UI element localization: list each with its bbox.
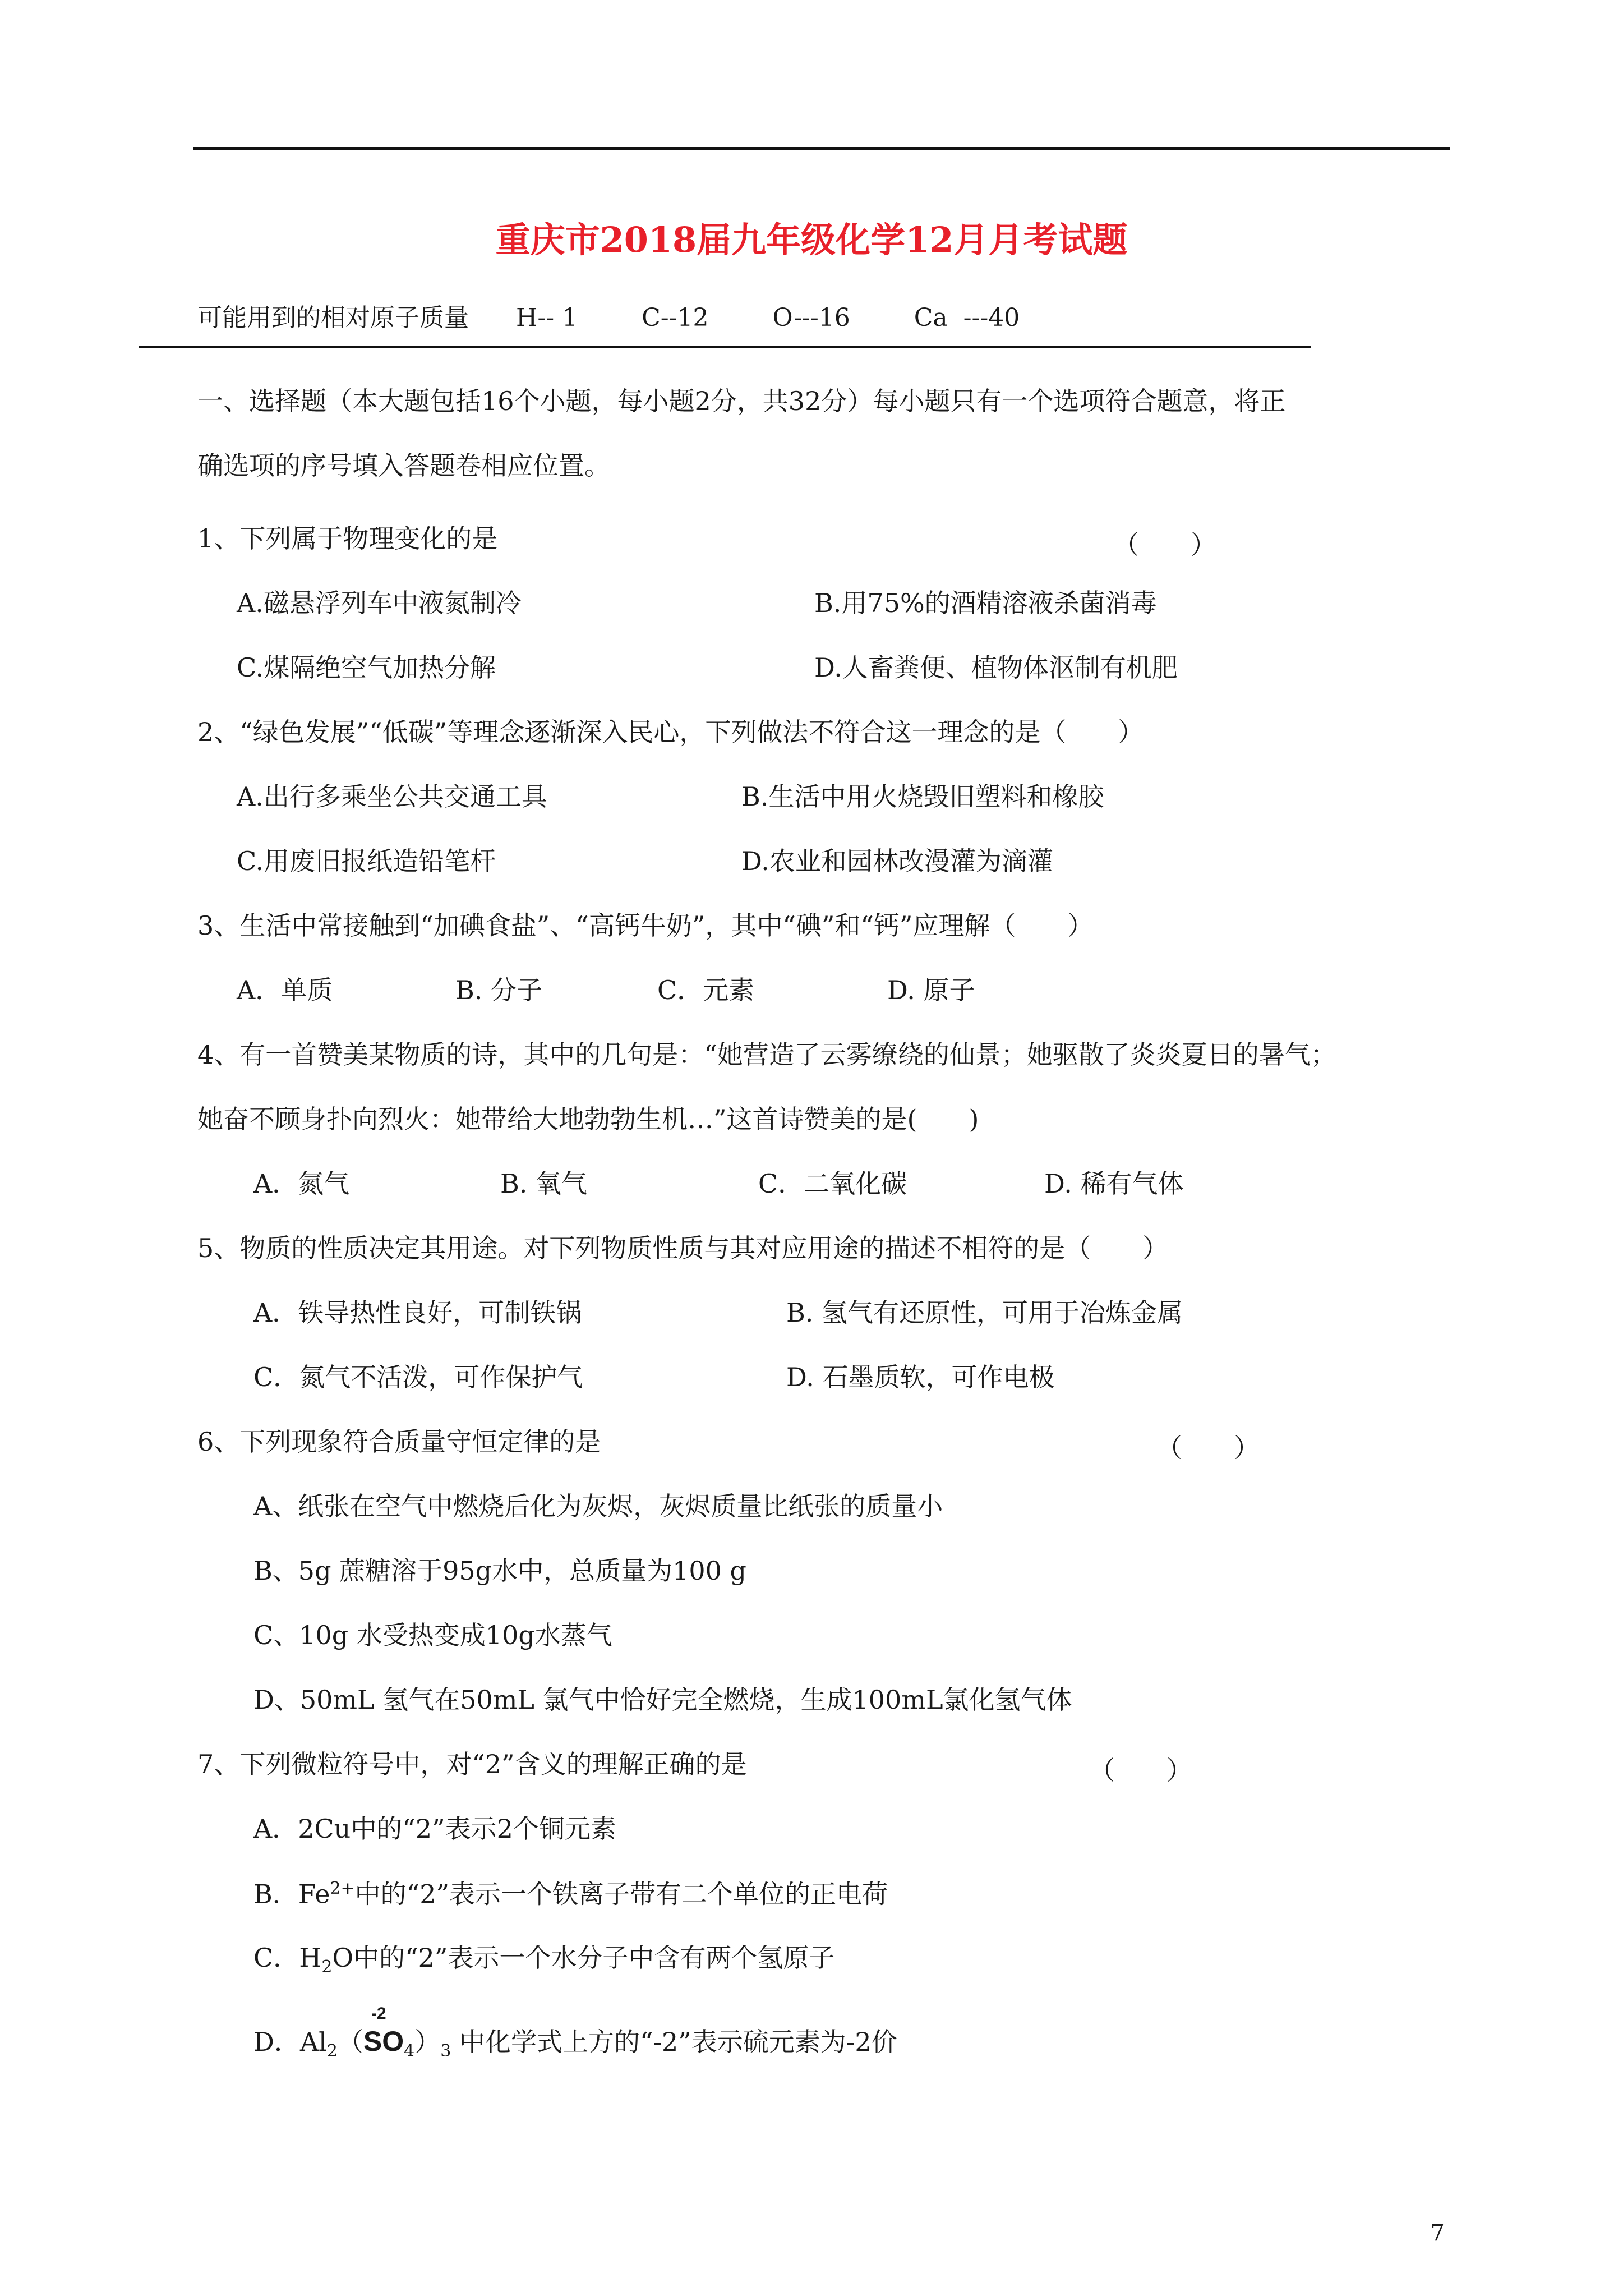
question-1-stem: 1、下列属于物理变化的是 bbox=[197, 523, 498, 554]
question-6-answer-paren: （ ） bbox=[1156, 1433, 1260, 1463]
option-c-text: O中的“2”表示一个水分子中含有两个氢原子 bbox=[332, 1943, 835, 1973]
question-5-option-a: A．铁导热性良好，可制铁锅 bbox=[253, 1297, 582, 1328]
question-7-option-c bbox=[253, 1944, 834, 1976]
question-4-option-a: A．氮气 bbox=[253, 1168, 350, 1199]
option-c-prefix: C．H bbox=[253, 1943, 322, 1973]
question-5-option-d: D. 石墨质软，可作电极 bbox=[786, 1362, 1055, 1392]
question-5-stem: 5、物质的性质决定其用途。对下列物质性质与其对应用途的描述不相符的是（ ） bbox=[197, 1233, 1169, 1263]
question-3-option-c: C．元素 bbox=[657, 975, 755, 1005]
sulfate-formula bbox=[363, 2004, 404, 2057]
question-4-stem-line1: 4、有一首赞美某物质的诗，其中的几句是：“她营造了云雾缭绕的仙景；她驱散了炎炎夏日的暑气； bbox=[197, 1039, 1336, 1070]
question-7-option-d bbox=[253, 2004, 897, 2062]
question-4-option-c: C．二氧化碳 bbox=[758, 1168, 907, 1199]
question-1-option-c: C.煤隔绝空气加热分解 bbox=[237, 652, 496, 683]
header-rule bbox=[193, 147, 1450, 150]
option-d-text: 中化学式上方的“-2”表示硫元素为-2价 bbox=[451, 2027, 897, 2057]
so-symbol: SO bbox=[363, 2026, 404, 2057]
question-7-stem: 7、下列微粒符号中，对“2”含义的理解正确的是 bbox=[197, 1749, 747, 1779]
section-instructions-line2: 确选项的序号填入答题卷相应位置。 bbox=[197, 450, 610, 481]
question-7-option-a: A．2Cu中的“2”表示2个铜元素 bbox=[253, 1814, 616, 1844]
question-4-stem-line2: 她奋不顾身扑向烈火：她带给大地勃勃生机…”这首诗赞美的是( ) bbox=[197, 1104, 979, 1134]
h2o-subscript: 2 bbox=[321, 1957, 333, 1977]
close-paren: ） bbox=[414, 2027, 441, 2057]
valence-mark: -2 bbox=[371, 2004, 386, 2023]
question-1-option-a: A.磁悬浮列车中液氮制冷 bbox=[237, 588, 522, 618]
question-6-option-c: C、10g 水受热变成10g水蒸气 bbox=[253, 1620, 612, 1650]
question-1-option-d: D.人畜粪便、植物体沤制有机肥 bbox=[814, 652, 1178, 683]
question-3-option-a: A．单质 bbox=[237, 975, 333, 1005]
question-2-option-b: B.生活中用火烧毁旧塑料和橡胶 bbox=[741, 781, 1104, 812]
question-6-option-d: D、50mL 氢气在50mL 氯气中恰好完全燃烧，生成100mL氯化氢气体 bbox=[253, 1685, 1072, 1715]
question-2-option-d: D.农业和园林改漫灌为滴灌 bbox=[741, 846, 1053, 876]
option-b-prefix: B．Fe bbox=[253, 1879, 330, 1910]
section-instructions-line1: 一、选择题（本大题包括16个小题，每小题2分，共32分）每小题只有一个选项符合题意，将正 bbox=[197, 386, 1286, 416]
sulfate-count-subscript: 3 bbox=[440, 2041, 451, 2062]
mass-o: O---16 bbox=[772, 303, 850, 332]
open-paren: （ bbox=[337, 2027, 363, 2057]
question-6-stem: 6、下列现象符合质量守恒定律的是 bbox=[197, 1427, 601, 1457]
option-d-prefix: D．Al bbox=[253, 2027, 327, 2057]
question-3-stem: 3、生活中常接触到“加碘食盐”、“高钙牛奶”，其中“碘”和“钙”应理解（ ） bbox=[197, 910, 1094, 941]
fe-ion-charge: 2+ bbox=[330, 1879, 355, 1898]
question-2-stem: 2、“绿色发展”“低碳”等理念逐渐深入民心，下列做法不符合这一理念的是（ ） bbox=[197, 717, 1144, 747]
question-6-option-b: B、5g 蔗糖溶于95g水中，总质量为100 g bbox=[253, 1556, 746, 1586]
question-2-option-a: A.出行多乘坐公共交通工具 bbox=[237, 781, 547, 812]
page-number: 7 bbox=[1430, 2220, 1445, 2246]
question-3-option-b: B. 分子 bbox=[455, 975, 543, 1005]
question-7-option-b bbox=[253, 1879, 888, 1908]
question-7-answer-paren: （ ） bbox=[1089, 1755, 1192, 1786]
atomic-masses-line bbox=[197, 297, 1020, 333]
al-subscript: 2 bbox=[326, 2041, 338, 2062]
mass-ca: Ca ---40 bbox=[914, 303, 1020, 332]
page-title: 重庆市2018届九年级化学12月月考试题 bbox=[495, 219, 1128, 260]
subheader-rule bbox=[139, 346, 1311, 348]
atomic-masses-label: 可能用到的相对原子质量 bbox=[197, 303, 469, 332]
question-4-option-d: D. 稀有气体 bbox=[1044, 1168, 1184, 1199]
question-2-option-c: C.用废旧报纸造铅笔杆 bbox=[237, 846, 496, 876]
question-3-option-d: D. 原子 bbox=[887, 975, 975, 1005]
question-6-option-a: A、纸张在空气中燃烧后化为灰烬，灰烬质量比纸张的质量小 bbox=[253, 1491, 943, 1521]
sulfate-o-subscript: 4 bbox=[404, 2041, 415, 2062]
question-1-answer-paren: （ ） bbox=[1113, 530, 1216, 560]
mass-h: H-- 1 bbox=[516, 303, 578, 332]
question-4-option-b: B. 氧气 bbox=[500, 1168, 588, 1199]
question-5-option-c: C．氮气不活泼，可作保护气 bbox=[253, 1362, 583, 1392]
question-5-option-b: B. 氢气有还原性，可用于冶炼金属 bbox=[786, 1297, 1183, 1328]
question-1-option-b: B.用75%的酒精溶液杀菌消毒 bbox=[814, 588, 1157, 618]
mass-c: C--12 bbox=[642, 303, 709, 332]
option-b-text: 中的“2”表示一个铁离子带有二个单位的正电荷 bbox=[354, 1879, 888, 1910]
